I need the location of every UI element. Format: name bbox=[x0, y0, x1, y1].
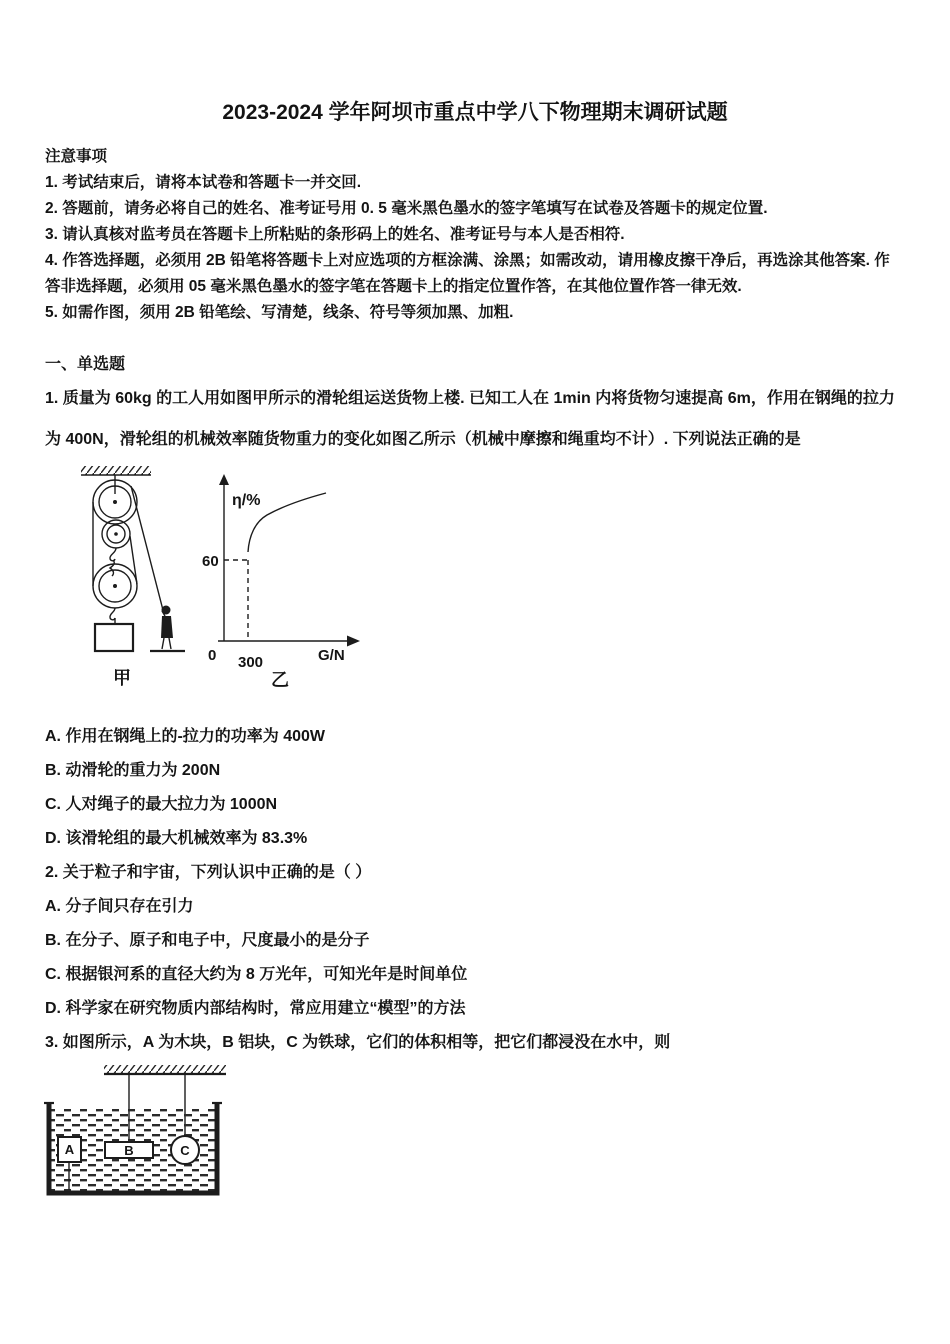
origin-label: 0 bbox=[208, 647, 217, 664]
water-tank-figure bbox=[39, 1062, 269, 1202]
notice-item: 4. 作答选择题，必须用 2B 铅笔将答题卡上对应选项的方框涂满、涂黑；如需改动，请用橡皮擦干净后，再选涂其他答案. 作答非选择题，必须用 05 毫米黑色墨水的签字笔在答题卡上的指定位置作答，在其他位置作答一律无效. bbox=[45, 252, 890, 295]
section-heading: 一、单选题 bbox=[45, 356, 126, 373]
fixed-pulley-top bbox=[93, 480, 137, 524]
question-3-text: 3. 如图所示，A 为木块，B 铝块，C 为铁球，它们的体积相等，把它们都浸没在水中，则 bbox=[45, 1034, 671, 1051]
y-axis-label: η/% bbox=[232, 492, 261, 509]
weight-block bbox=[95, 624, 133, 651]
figure-caption-jia: 甲 bbox=[113, 668, 131, 688]
ceiling-hatch bbox=[104, 1065, 226, 1074]
worker-figure bbox=[161, 606, 173, 650]
q2-option-a: A. 分子间只存在引力 bbox=[45, 898, 194, 915]
q2-option-c: C. 根据银河系的直径大约为 8 万光年，可知光年是时间单位 bbox=[45, 966, 468, 983]
q1-option-b: B. 动滑轮的重力为 200N bbox=[45, 762, 221, 779]
figure-pulley-and-graph bbox=[73, 464, 905, 692]
notice-item: 1. 考试结束后，请将本试卷和答题卡一并交回. bbox=[45, 174, 362, 191]
notice-section bbox=[45, 144, 905, 326]
efficiency-graph bbox=[201, 464, 373, 692]
figure-caption-yi: 乙 bbox=[271, 670, 289, 690]
block-a-label: A bbox=[64, 1142, 75, 1157]
block-b-label: B bbox=[124, 1143, 134, 1158]
y-tick-60: 60 bbox=[202, 553, 219, 570]
x-tick-300: 300 bbox=[238, 654, 264, 671]
ball-c-label: C bbox=[180, 1143, 190, 1158]
notice-item: 3. 请认真核对监考员在答题卡上所粘贴的条形码上的姓名、准考证号与本人是否相符. bbox=[45, 226, 625, 243]
q1-option-d: D. 该滑轮组的最大机械效率为 83.3% bbox=[45, 830, 308, 847]
y-axis-arrow bbox=[219, 474, 229, 485]
ceiling-hatch bbox=[81, 466, 151, 475]
rope-right bbox=[130, 536, 137, 584]
figure-water-tank bbox=[39, 1062, 905, 1202]
notice-item: 5. 如需作图，须用 2B 铅笔绘、写清楚，线条、符号等须加黑、加粗. bbox=[45, 304, 514, 321]
question-2 bbox=[45, 856, 905, 1026]
x-axis-label: G/N bbox=[318, 647, 345, 664]
hook bbox=[110, 608, 115, 620]
page-title: 2023-2024 学年阿坝市重点中学八下物理期末调研试题 bbox=[222, 101, 728, 124]
notice-item: 2. 答题前，请务必将自己的姓名、准考证号用 0. 5 毫米黑色墨水的签字笔填写在试卷及答题卡的规定位置. bbox=[45, 200, 768, 217]
q2-option-d: D. 科学家在研究物质内部结构时，常应用建立“模型”的方法 bbox=[45, 1000, 466, 1017]
movable-pulley bbox=[93, 564, 137, 620]
q1-option-a: A. 作用在钢绳上的-拉力的功率为 400W bbox=[45, 728, 326, 745]
question-2-text: 2. 关于粒子和宇宙，下列认识中正确的是（ ） bbox=[45, 864, 372, 881]
pulley-figure bbox=[73, 464, 201, 692]
q2-option-b: B. 在分子、原子和电子中，尺度最小的是分子 bbox=[45, 932, 370, 949]
question-1-options bbox=[45, 720, 905, 856]
fixed-pulley-small bbox=[102, 520, 130, 561]
rope-diagonal bbox=[131, 486, 164, 614]
x-axis-arrow bbox=[347, 636, 360, 647]
notice-heading: 注意事项 bbox=[45, 148, 108, 165]
rope-link bbox=[110, 560, 114, 576]
question-1-text: 1. 质量为 60kg 的工人用如图甲所示的滑轮组运送货物上楼. 已知工人在 1min 内将货物匀速提高 6m，作用在钢绳的拉力为 400N，滑轮组的机械效率随货物重力的变化如图乙所示（机械中摩擦和绳重均不计）. 下列说法正确的是 bbox=[45, 390, 895, 448]
q1-option-c: C. 人对绳子的最大拉力为 1000N bbox=[45, 796, 278, 813]
hook bbox=[110, 548, 116, 561]
